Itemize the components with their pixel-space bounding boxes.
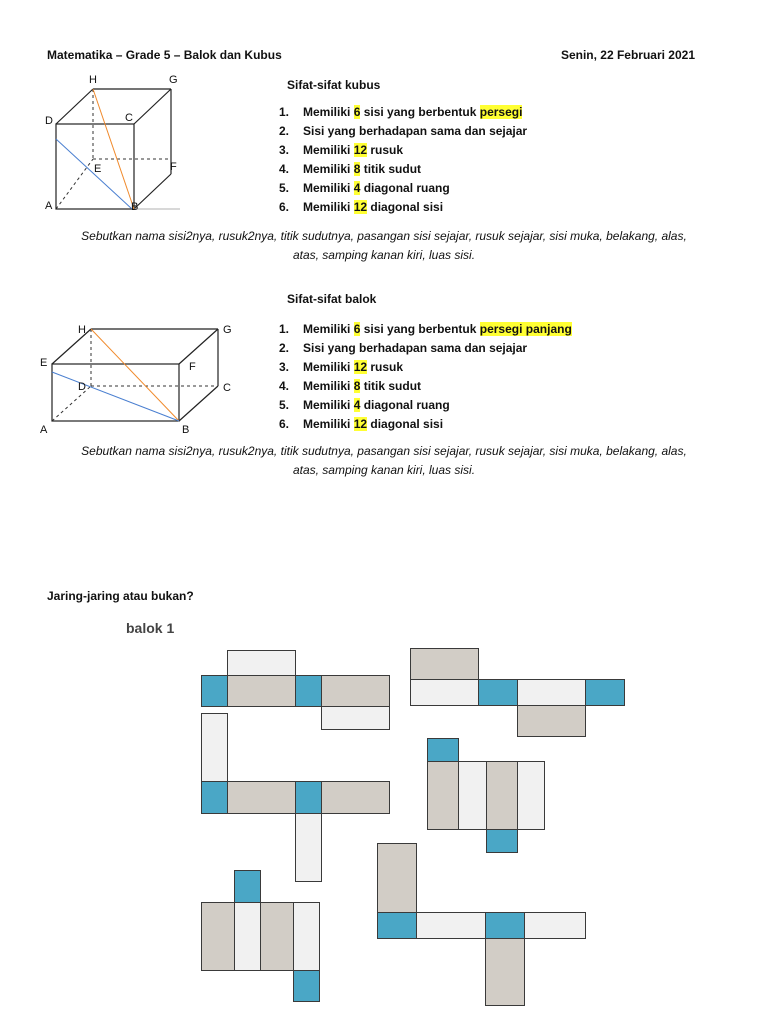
net-face bbox=[517, 761, 545, 830]
net-face bbox=[486, 761, 518, 830]
net-face bbox=[485, 938, 525, 1006]
balok-section-title: Sifat-sifat balok bbox=[287, 292, 377, 306]
vertex-label-d: D bbox=[45, 115, 53, 127]
vertex-label-f: F bbox=[170, 161, 177, 173]
list-item: 3. Memiliki 12 rusuk bbox=[279, 360, 404, 374]
net-label-balok-1: balok 1 bbox=[126, 620, 175, 636]
net-face bbox=[321, 706, 390, 730]
balok-instruction-line2: atas, samping kanan kiri, luas sisi. bbox=[292, 463, 476, 477]
cube-figure bbox=[40, 68, 185, 213]
net-face bbox=[486, 829, 518, 853]
vertex-label-g: G bbox=[223, 324, 232, 336]
list-item: 3. Memiliki 12 rusuk bbox=[279, 143, 404, 157]
list-item: 4. Memiliki 8 titik sudut bbox=[279, 379, 422, 393]
vertex-label-c: C bbox=[125, 112, 133, 124]
net-face bbox=[321, 675, 390, 707]
kubus-properties-list bbox=[279, 103, 527, 217]
net-face bbox=[295, 675, 322, 707]
list-item: 2. Sisi yang berhadapan sama dan sejajar bbox=[279, 124, 528, 138]
vertex-label-h: H bbox=[78, 324, 86, 336]
vertex-label-g: G bbox=[169, 74, 178, 86]
net-face bbox=[416, 912, 486, 939]
kubus-instruction bbox=[40, 227, 728, 265]
net-face bbox=[410, 648, 479, 680]
net-face bbox=[227, 650, 296, 676]
balok-face-diagonal bbox=[52, 372, 179, 421]
list-item: 6. Memiliki 12 diagonal sisi bbox=[279, 417, 444, 431]
net-face bbox=[295, 813, 322, 882]
document-date: Senin, 22 Februari 2021 bbox=[560, 48, 695, 62]
net-face bbox=[485, 912, 525, 939]
net-face bbox=[524, 912, 586, 939]
net-face bbox=[201, 902, 235, 971]
net-face bbox=[293, 970, 320, 1002]
vertex-label-d: D bbox=[78, 381, 86, 393]
balok-front-face bbox=[52, 364, 179, 421]
kubus-instruction-line1: Sebutkan nama sisi2nya, rusuk2nya, titik sudutnya, pasangan sisi sejajar, rusuk sejajar, sisi muka, belakang, alas, bbox=[81, 229, 687, 243]
vertex-label-h: H bbox=[89, 74, 97, 86]
list-item: 1. Memiliki 6 sisi yang berbentuk persegi bbox=[279, 105, 523, 119]
list-item: 5. Memiliki 4 diagonal ruang bbox=[279, 398, 450, 412]
vertex-label-c: C bbox=[223, 382, 231, 394]
balok-figure bbox=[36, 318, 236, 438]
vertex-label-a: A bbox=[40, 424, 48, 436]
vertex-label-a: A bbox=[45, 200, 53, 212]
net-face bbox=[227, 781, 296, 814]
vertex-label-e: E bbox=[40, 357, 48, 369]
net-face bbox=[377, 912, 417, 939]
net-face bbox=[427, 761, 459, 830]
list-item: 5. Memiliki 4 diagonal ruang bbox=[279, 181, 450, 195]
vertex-label-b: B bbox=[182, 424, 190, 436]
net-face bbox=[427, 738, 459, 762]
kubus-section-title: Sifat-sifat kubus bbox=[287, 78, 381, 92]
vertex-label-e: E bbox=[94, 163, 102, 175]
net-face bbox=[377, 843, 417, 913]
net-face bbox=[321, 781, 390, 814]
net-face bbox=[585, 679, 625, 706]
balok-properties-list bbox=[279, 320, 572, 434]
net-face bbox=[234, 902, 261, 971]
net-face bbox=[293, 902, 320, 971]
list-item: 2. Sisi yang berhadapan sama dan sejajar bbox=[279, 341, 528, 355]
net-face bbox=[201, 713, 228, 782]
list-item: 4. Memiliki 8 titik sudut bbox=[279, 162, 422, 176]
document-title: Matematika – Grade 5 – Balok dan Kubus bbox=[47, 48, 282, 62]
net-face bbox=[295, 781, 322, 814]
list-item: 1. Memiliki 6 sisi yang berbentuk persegi panjang bbox=[279, 322, 572, 336]
kubus-instruction-line2: atas, samping kanan kiri, luas sisi. bbox=[292, 248, 476, 262]
vertex-label-f: F bbox=[189, 361, 196, 373]
balok-instruction bbox=[40, 442, 728, 480]
net-face bbox=[201, 675, 228, 707]
cube-edge-hidden bbox=[56, 159, 93, 209]
net-face bbox=[227, 675, 296, 707]
balok-instruction-line1: Sebutkan nama sisi2nya, rusuk2nya, titik sudutnya, pasangan sisi sejajar, rusuk sejajar, sisi muka, belakang, alas, bbox=[81, 444, 687, 458]
net-face bbox=[517, 679, 586, 706]
net-face bbox=[410, 679, 479, 706]
list-item: 6. Memiliki 12 diagonal sisi bbox=[279, 200, 444, 214]
nets-section-title: Jaring-jaring atau bukan? bbox=[47, 589, 194, 603]
cube-space-diagonal bbox=[93, 89, 134, 209]
net-face bbox=[260, 902, 294, 971]
net-face bbox=[517, 705, 586, 737]
vertex-label-b: B bbox=[131, 201, 139, 213]
balok-space-diagonal bbox=[91, 329, 179, 421]
net-face bbox=[458, 761, 487, 830]
net-face bbox=[234, 870, 261, 903]
net-face bbox=[201, 781, 228, 814]
net-face bbox=[478, 679, 518, 706]
